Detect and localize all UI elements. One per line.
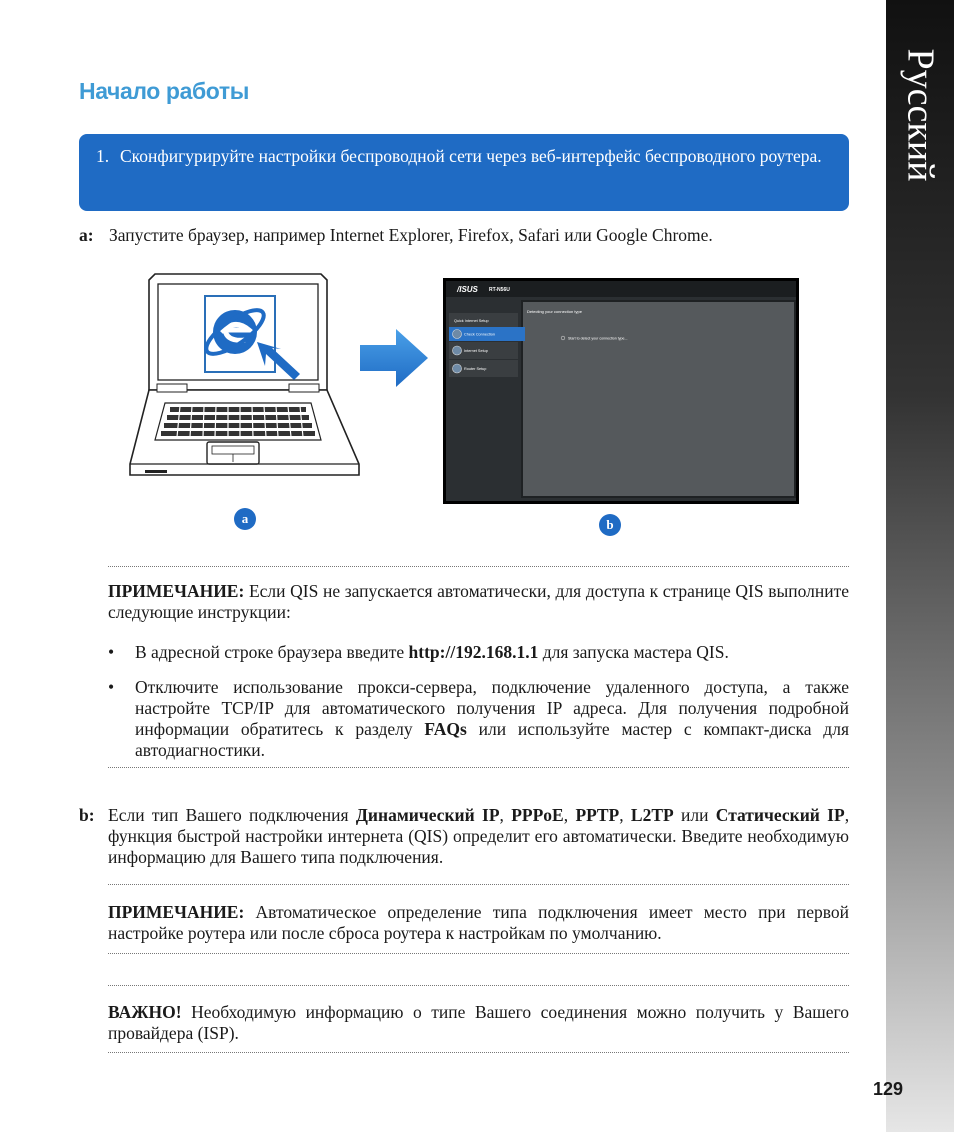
bullet-2-text: Отключите использование прокси-сервера, подключение удаленного доступа, а также настройте TCP/IP для автоматического получения IP адреса. Для получения подробной информации обратитесь к разделу — [135, 677, 849, 739]
nav-item-router-setup: Router Setup — [464, 367, 487, 371]
note-2-text: Автоматическое определение типа подключения имеет место при первой настройке роутера или после сброса роутера к настройкам по умолчанию. — [108, 902, 849, 943]
divider — [108, 767, 849, 768]
note-1 — [108, 581, 849, 623]
router-model: RT-N56U — [489, 287, 510, 293]
router-url: http://192.168.1.1 — [408, 642, 539, 662]
step-number: 1. — [96, 146, 110, 166]
step-instruction-box — [79, 134, 849, 211]
detecting-status-text: Start to detect your connection type... — [568, 336, 628, 341]
detecting-heading: Detecting your connection type — [527, 309, 582, 314]
bullet-2-text-end: или используйте мастер с компакт-диска для автодиагностики. — [135, 719, 849, 760]
figure-marker-a: a — [234, 508, 256, 530]
important-label: ВАЖНО! — [108, 1002, 182, 1022]
important-note — [108, 1002, 849, 1044]
divider — [108, 985, 849, 986]
keyboard — [155, 403, 321, 440]
note-1-bullet-1 — [135, 642, 849, 663]
page-title: Начало работы — [79, 78, 249, 104]
conn-type-pppoe: PPPoE — [511, 805, 564, 825]
quick-setup-nav-title: Quick Internet Setup — [454, 319, 489, 323]
step-b-label: b: — [79, 805, 95, 825]
bullet-1-text-end: для запуска мастера QIS. — [538, 642, 729, 662]
divider — [108, 566, 849, 567]
divider — [108, 953, 849, 954]
bullet-mark: • — [108, 677, 115, 697]
divider — [108, 1052, 849, 1053]
right-arrow-icon — [358, 327, 430, 389]
conn-type-static-ip: Статический IP — [715, 805, 845, 825]
nav-item-check-connection: Check Connection — [464, 332, 496, 337]
step-a-text: Запустите браузер, например Internet Explorer, Firefox, Safari или Google Chrome. — [109, 225, 713, 245]
note-2-label: ПРИМЕЧАНИЕ: — [108, 902, 245, 922]
note-2 — [108, 902, 849, 944]
laptop-illustration — [125, 270, 365, 482]
language-label: Русский — [899, 48, 941, 182]
asus-logo: /ISUS — [457, 285, 478, 294]
conn-type-l2tp: L2TP — [630, 805, 674, 825]
router-web-ui-screenshot — [443, 278, 799, 504]
step-b-text: Если тип Вашего подключения Динамический IP, PPPoE, PPTP, L2TP или Статический IP, функция быстрой настройки интернета (QIS) определит его автоматически. Введите необходимую информацию для Вашего типа подключения. — [108, 805, 850, 867]
divider — [108, 884, 849, 885]
important-text: Необходимую информацию о типе Вашего соединения можно получить у Вашего провайдера (ISP). — [108, 1002, 849, 1043]
note-1-text: Если QIS не запускается автоматически, для доступа к странице QIS выполните следующие инструкции: — [108, 581, 849, 622]
page-number: 129 — [873, 1079, 904, 1099]
nav-item-internet-setup: Internet Setup — [464, 349, 488, 353]
bullet-mark: • — [108, 642, 115, 662]
conn-type-dynamic-ip: Динамический IP — [355, 805, 500, 825]
bullet-1-text: В адресной строке браузера введите — [135, 642, 409, 662]
figure-marker-b: b — [599, 514, 621, 536]
conn-type-pptp: PPTP — [575, 805, 620, 825]
note-1-bullet-2 — [135, 677, 849, 761]
faqs-reference: FAQs — [424, 719, 467, 739]
language-side-tab — [886, 0, 954, 1132]
step-text: Сконфигурируйте настройки беспроводной сети через веб-интерфейс беспроводного роутера. — [120, 146, 822, 166]
step-a-label: a: — [79, 225, 94, 245]
note-1-label: ПРИМЕЧАНИЕ: — [108, 581, 245, 601]
